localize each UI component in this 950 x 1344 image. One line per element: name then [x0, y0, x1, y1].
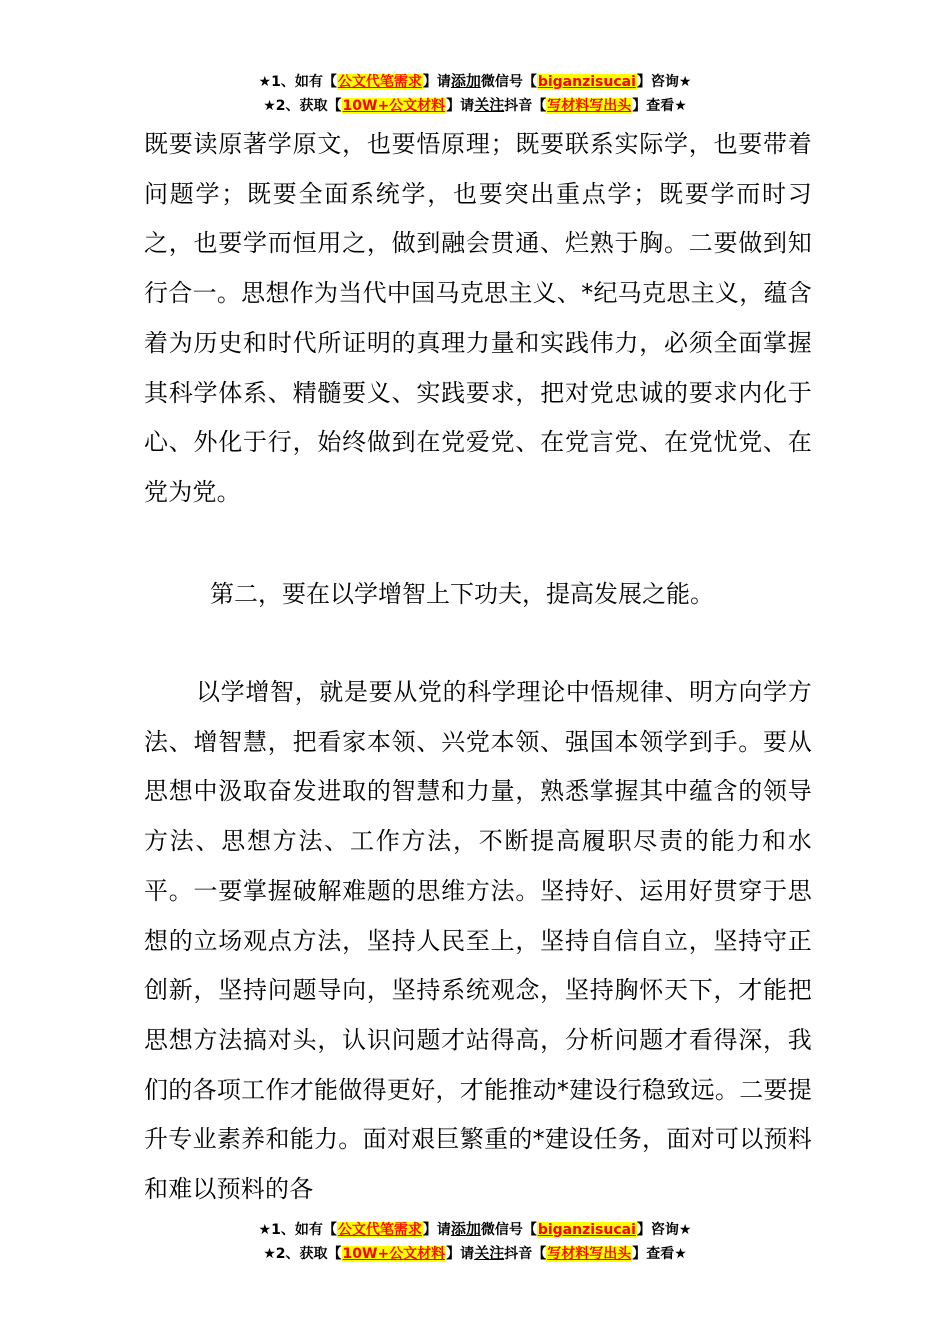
wechat-id-highlight: biganzisucai — [537, 1222, 636, 1238]
footer-banner-line-2: ★2、获取【10W+公文材料】请关注抖音【写材料写出头】查看★ — [263, 1244, 687, 1262]
materials-highlight: 10W+公文材料 — [342, 98, 446, 114]
header-banner-line-2: ★2、获取【10W+公文材料】请关注抖音【写材料写出头】查看★ — [263, 96, 687, 114]
wechat-id-highlight: biganzisucai — [537, 74, 636, 90]
douyin-account-highlight: 写材料写出头 — [547, 98, 632, 114]
service-highlight: 公文代笔需求 — [337, 1222, 422, 1238]
footer-banner — [0, 1218, 950, 1266]
section-heading: 第二，要在以学增智上下功夫，提高发展之能。 — [210, 580, 714, 608]
footer-banner-line-1: ★1、如有【公文代笔需求】请添加微信号【biganzisucai】咨询★ — [258, 1220, 692, 1238]
body-paragraph-2: 以学增智，就是要从党的科学理论中悟规律、明方向学方法、增智慧，把看家本领、兴党本领、强国本领学到手。要从思想中汲取奋发进取的智慧和力量，熟悉掌握其中蕴含的领导方法、思想方法、工作方法，不断提高履职尽责的能力和水平。一要掌握破解难题的思维方法。坚持好、运用好贯穿于思想的立场观点方法，坚持人民至上，坚持自信自立，坚持守正创新，坚持问题导向，坚持系统观念，坚持胸怀天下，才能把思想方法搞对头，认识问题才站得高，分析问题才看得深，我们的各项工作才能做得更好，才能推动*建设行稳致远。二要提升专业素养和能力。面对艰巨繁重的*建设任务，面对可以预料和难以预料的各 — [144, 678, 812, 1204]
body-paragraph-1: 既要读原著学原文，也要悟原理；既要联系实际学，也要带着问题学；既要全面系统学，也要突出重点学；既要学而时习之，也要学而恒用之，做到融会贯通、烂熟于胸。二要做到知行合一。思想作为当代中国马克思主义、*纪马克思主义，蕴含着为历史和时代所证明的真理力量和实践伟力，必须全面掌握其科学体系、精髓要义、实践要求，把对党忠诚的要求内化于心、外化于行，始终做到在党爱党、在党言党、在党忧党、在党为党。 — [144, 130, 812, 506]
header-banner-line-1: ★1、如有【公文代笔需求】请添加微信号【biganzisucai】咨询★ — [258, 72, 692, 90]
douyin-account-highlight: 写材料写出头 — [547, 1246, 632, 1262]
materials-highlight: 10W+公文材料 — [342, 1246, 446, 1262]
header-banner — [0, 70, 950, 118]
service-highlight: 公文代笔需求 — [337, 74, 422, 90]
